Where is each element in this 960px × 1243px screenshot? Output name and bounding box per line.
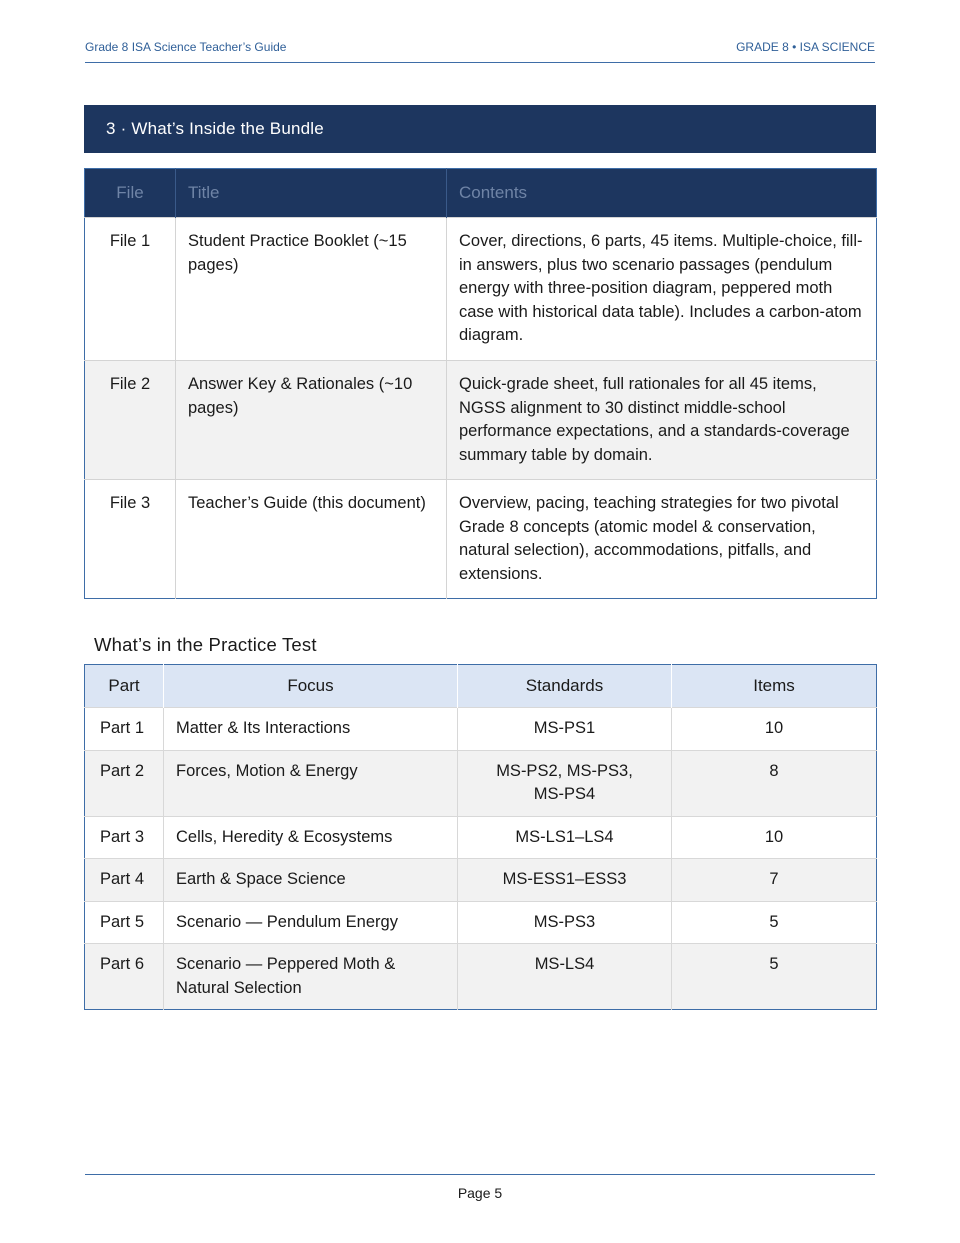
column-header-file: File <box>85 169 176 218</box>
contents-cell: Overview, pacing, teaching strategies for two pivotal Grade 8 concepts (atomic model & conservation, natural selection), accommodations, pitfalls, and extensions. <box>447 480 877 599</box>
focus-cell: Earth & Space Science <box>164 859 458 902</box>
focus-cell: Scenario — Pendulum Energy <box>164 901 458 944</box>
column-header-title: Title <box>176 169 447 218</box>
items-cell: 10 <box>672 708 877 751</box>
part-cell: Part 3 <box>85 816 164 859</box>
table-row <box>85 816 877 859</box>
items-cell: 5 <box>672 901 877 944</box>
page-number: Page 5 <box>457 1185 503 1201</box>
section-title-banner: 3 · What’s Inside the Bundle <box>84 105 876 153</box>
items-cell: 5 <box>672 944 877 1010</box>
file-cell: File 1 <box>85 218 176 361</box>
items-cell: 7 <box>672 859 877 902</box>
focus-cell: Matter & Its Interactions <box>164 708 458 751</box>
column-header-contents: Contents <box>447 169 877 218</box>
contents-cell: Quick-grade sheet, full rationales for all 45 items, NGSS alignment to 30 distinct middle-school performance expectations, and a standards-coverage summary table by domain. <box>447 361 877 480</box>
table-row <box>85 944 877 1010</box>
practice-table-header-row <box>85 665 877 708</box>
column-header-standards: Standards <box>458 665 672 708</box>
header-doc-title: Grade 8 ISA Science Teacher’s Guide <box>85 40 287 54</box>
part-cell: Part 1 <box>85 708 164 751</box>
page-header <box>85 38 875 63</box>
focus-cell: Cells, Heredity & Ecosystems <box>164 816 458 859</box>
standards-cell: MS-PS2, MS-PS3, MS-PS4 <box>458 750 672 816</box>
standards-cell: MS-ESS1–ESS3 <box>458 859 672 902</box>
page-footer <box>85 1174 875 1201</box>
standards-cell: MS-PS3 <box>458 901 672 944</box>
part-cell: Part 6 <box>85 944 164 1010</box>
table-row <box>85 859 877 902</box>
practice-test-heading: What’s in the Practice Test <box>94 634 317 655</box>
table-row <box>85 708 877 751</box>
bundle-table <box>84 168 877 599</box>
title-cell: Answer Key & Rationales (~10 pages) <box>176 361 447 480</box>
table-row <box>85 750 877 816</box>
practice-test-table <box>84 664 877 1010</box>
column-header-items: Items <box>672 665 877 708</box>
table-row <box>85 218 877 361</box>
part-cell: Part 5 <box>85 901 164 944</box>
items-cell: 10 <box>672 816 877 859</box>
column-header-part: Part <box>85 665 164 708</box>
contents-cell: Cover, directions, 6 parts, 45 items. Multiple-choice, fill-in answers, plus two scenario passages (pendulum energy with three-position diagram, peppered moth case with historical data table). Includes a carbon-atom diagram. <box>447 218 877 361</box>
standards-cell: MS-LS4 <box>458 944 672 1010</box>
file-cell: File 2 <box>85 361 176 480</box>
table-row <box>85 901 877 944</box>
file-cell: File 3 <box>85 480 176 599</box>
column-header-focus: Focus <box>164 665 458 708</box>
part-cell: Part 4 <box>85 859 164 902</box>
focus-cell: Scenario — Peppered Moth & Natural Selection <box>164 944 458 1010</box>
part-cell: Part 2 <box>85 750 164 816</box>
standards-cell: MS-LS1–LS4 <box>458 816 672 859</box>
focus-cell: Forces, Motion & Energy <box>164 750 458 816</box>
table-row <box>85 361 877 480</box>
items-cell: 8 <box>672 750 877 816</box>
header-course-label: GRADE 8 • ISA SCIENCE <box>736 40 875 54</box>
bundle-table-header-row <box>85 169 877 218</box>
title-cell: Teacher’s Guide (this document) <box>176 480 447 599</box>
standards-cell: MS-PS1 <box>458 708 672 751</box>
title-cell: Student Practice Booklet (~15 pages) <box>176 218 447 361</box>
table-row <box>85 480 877 599</box>
